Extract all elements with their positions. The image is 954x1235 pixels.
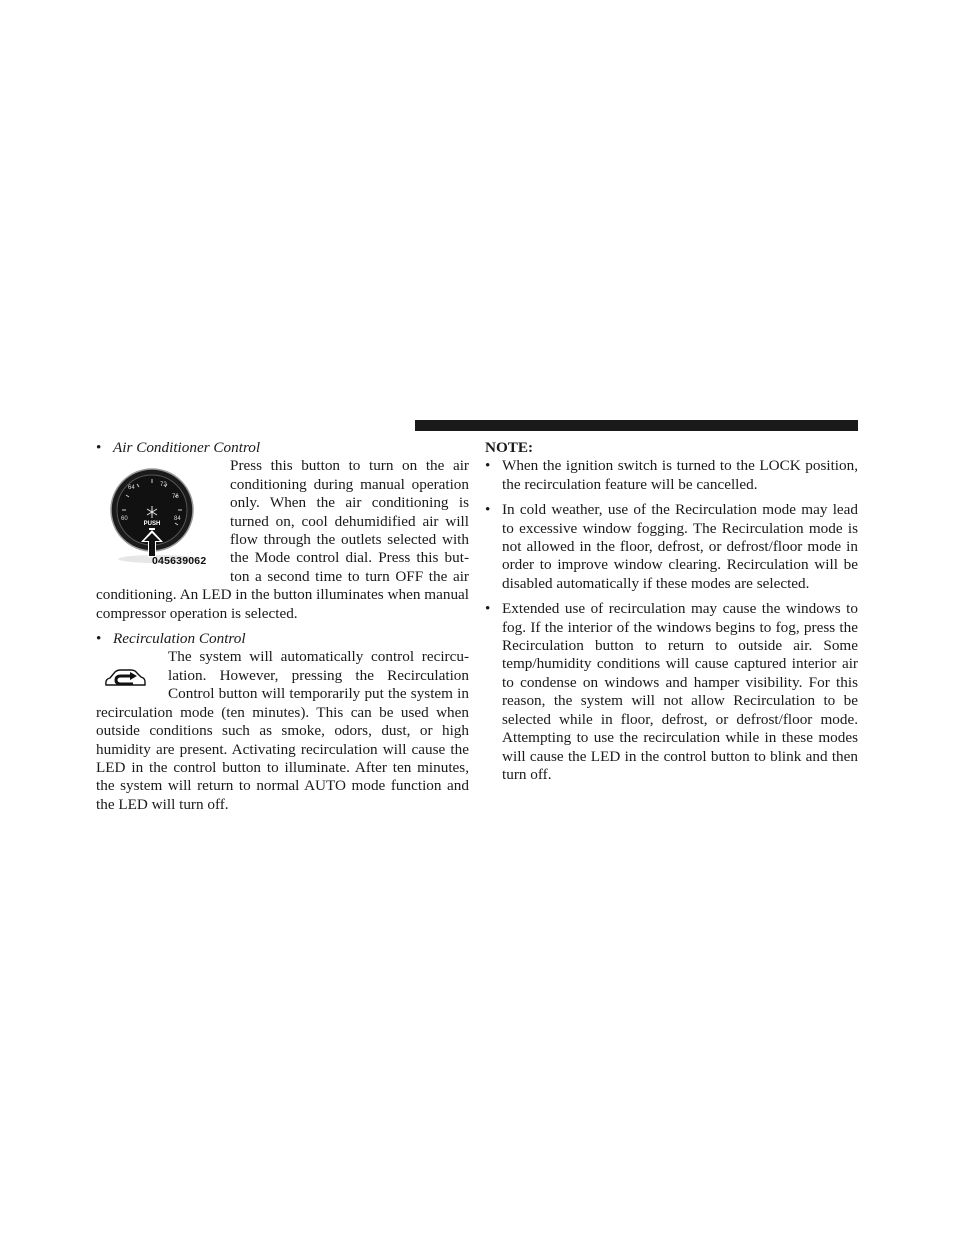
ac-dial-figure [108,462,228,570]
header-bar [415,420,858,431]
recirculation-control-heading-text: Recirculation Control [113,630,246,648]
note-item [485,600,858,784]
bullet: • [96,630,102,648]
note-item-text: When the ignition switch is turned to the LOCK position, the recirculation feature will be cancelled. [502,457,858,493]
recirculation-car-icon [103,666,147,688]
bullet: • [485,501,491,519]
figure-code: 045639062 [152,555,207,568]
push-label: PUSH [143,521,161,528]
ac-control-paragraph: Press this button to turn on the air conditioning during manual operation only. When the air conditioning is turned on, cool dehumidified air will flow through the outlets selected with the Mode control dial. Press this button a second time to turn OFF the air conditioning. An LED in the button illuminates when manual compressor operation is selected. [96,457,469,622]
recirculation-control-paragraph: The system will automatically control recirculation. However, pressing the Recirculation Control button will temporarily put the system in recirculation mode (ten minutes). This can be used when outside conditions such as smoke, odors, dust, or high humidity are present. Activating recirculation will cause the LED in the control button to illuminate. After ten minutes, the system will return to normal AUTO mode function and the LED will turn off. [96,648,469,813]
note-item-text: Extended use of recirculation may cause the windows to fog. If the interior of the windows begins to fog, press the Recirculation button to return to outside air. Some temp/humidity conditions will cause captured interior air to condense on windows and hamper visibility. For this reason, the system will not allow Recirculation to be selected while in floor, defrost, or defrost/floor mode. Attempting to use the recirculation while in these modes will cause the LED in the control button to blink and then turn off. [502,600,858,783]
dial-label-84: 84 [174,516,181,523]
left-column [96,436,469,814]
led-indicator [149,528,155,530]
recirculation-icon-figure [103,652,161,700]
ac-control-heading [96,439,469,457]
bullet: • [485,457,491,475]
dial-label-60: 60 [121,516,128,523]
note-item [485,457,858,494]
note-item-text: In cold weather, use of the Recirculation mode may lead to excessive window fogging. The Recirculation mode is not allowed in the floor, defrost, or defrost/​floor mode in order to improve window clearing. Recirculation will be disabled automatically if these modes are selected. [502,501,858,592]
note-item [485,501,858,593]
dial-label-64: 64 [128,485,135,492]
note-label: NOTE: [485,439,534,456]
recirculation-control-heading [96,630,469,648]
ac-control-heading-text: Air Conditioner Control [113,439,261,456]
right-column [485,436,858,791]
dial-label-76: 76 [172,494,179,501]
bullet: • [96,439,102,456]
bullet: • [485,600,491,618]
dial-label-72: 72 [160,482,167,489]
